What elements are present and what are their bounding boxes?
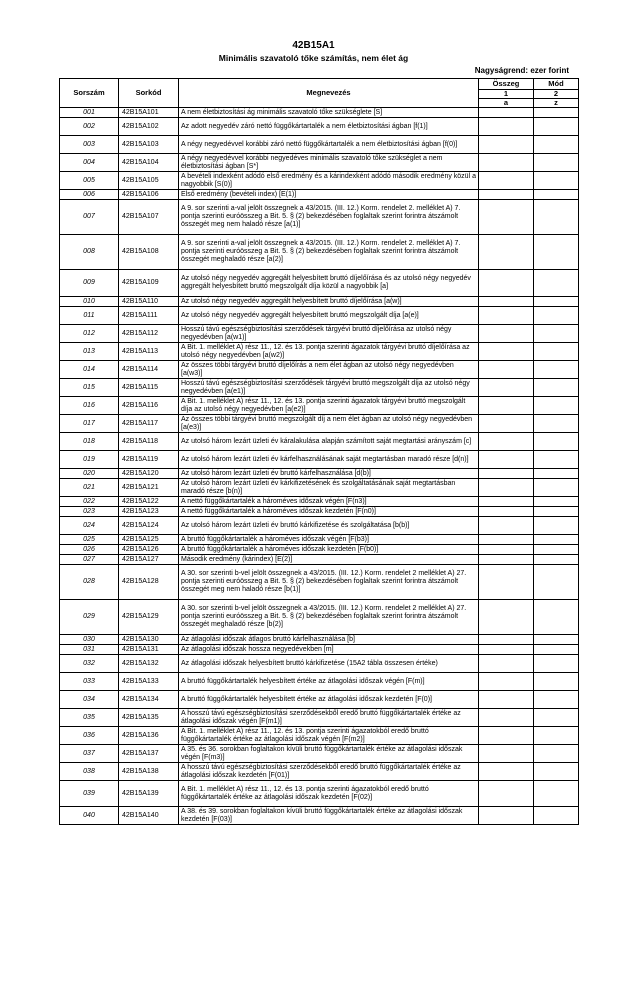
row-code: 42B15A107: [119, 200, 179, 235]
row-code: 42B15A123: [119, 507, 179, 517]
row-number: 004: [60, 154, 119, 172]
mod-cell[interactable]: [534, 655, 579, 673]
row-number: 010: [60, 297, 119, 307]
row-number: 007: [60, 200, 119, 235]
mod-cell[interactable]: [534, 763, 579, 781]
row-number: 027: [60, 555, 119, 565]
osszeg-cell[interactable]: [479, 763, 534, 781]
table-row: [60, 415, 579, 433]
row-code: 42B15A129: [119, 600, 179, 635]
table-row: [60, 555, 579, 565]
table-row: [60, 565, 579, 600]
row-description: A bruttó függőkártartalék a hároméves időszak végén [F(b3)]: [179, 535, 479, 545]
row-number: 009: [60, 270, 119, 297]
row-description: A bruttó függőkártartalék helyesbített értéke az átlagolási időszak végén [F(m)]: [179, 673, 479, 691]
table-row: [60, 645, 579, 655]
row-number: 026: [60, 545, 119, 555]
row-number: 016: [60, 397, 119, 415]
row-description: A bruttó függőkártartalék a hároméves időszak kezdetén [F(b0)]: [179, 545, 479, 555]
mod-cell[interactable]: [534, 645, 579, 655]
table-row: [60, 727, 579, 745]
row-code: 42B15A111: [119, 307, 179, 325]
row-number: 018: [60, 433, 119, 451]
row-number: 028: [60, 565, 119, 600]
osszeg-cell[interactable]: [479, 469, 534, 479]
row-description: Hosszú távú egészségbiztosítási szerződések tárgyévi bruttó megszolgált díja az utolsó négy negyedévben [a(e1)]: [179, 379, 479, 397]
row-number: 001: [60, 108, 119, 118]
row-code: 42B15A109: [119, 270, 179, 297]
table-row: [60, 190, 579, 200]
row-code: 42B15A104: [119, 154, 179, 172]
osszeg-cell[interactable]: [479, 600, 534, 635]
mod-cell[interactable]: [534, 807, 579, 825]
table-row: [60, 118, 579, 136]
row-description: A hosszú távú egészségbiztosítási szerződésekből eredő bruttó függőkártartalék értéke az átlagolási időszak végén [F(m1)]: [179, 709, 479, 727]
osszeg-cell[interactable]: [479, 807, 534, 825]
row-code: 42B15A138: [119, 763, 179, 781]
row-description: A 9. sor szerinti a-val jelölt összegnek a 43/2015. (III. 12.) Korm. rendelet 2. melléklet A) 7. pontja szerinti euróösszeg a Bit. 5. § (2) bekezdésében foglaltak szerint forintra átszámolt összegét meg nem haladó része [a(1)]: [179, 200, 479, 235]
row-code: 42B15A101: [119, 108, 179, 118]
mod-cell[interactable]: [534, 635, 579, 645]
osszeg-cell[interactable]: [479, 297, 534, 307]
osszeg-cell[interactable]: [479, 433, 534, 451]
mod-cell[interactable]: [534, 673, 579, 691]
row-code: 42B15A116: [119, 397, 179, 415]
osszeg-cell[interactable]: [479, 691, 534, 709]
mod-cell[interactable]: [534, 433, 579, 451]
mod-cell[interactable]: [534, 709, 579, 727]
mod-cell[interactable]: [534, 235, 579, 270]
header-mod-letter: z: [534, 99, 579, 108]
mod-cell[interactable]: [534, 451, 579, 469]
osszeg-cell[interactable]: [479, 325, 534, 343]
row-number: 035: [60, 709, 119, 727]
table-row: [60, 745, 579, 763]
row-code: 42B15A128: [119, 565, 179, 600]
osszeg-cell[interactable]: [479, 270, 534, 297]
mod-cell[interactable]: [534, 325, 579, 343]
row-code: 42B15A103: [119, 136, 179, 154]
row-description: A Bit. 1. melléklet A) rész 11., 12. és 13. pontja szerinti ágazatok tárgyévi bruttó megszolgált díja az utolsó négy negyedévben [a(e2)]: [179, 397, 479, 415]
osszeg-cell[interactable]: [479, 343, 534, 361]
row-code: 42B15A108: [119, 235, 179, 270]
mod-cell[interactable]: [534, 745, 579, 763]
data-table: [59, 78, 579, 825]
unit-label: Nagyságrend: ezer forint: [474, 66, 569, 75]
mod-cell[interactable]: [534, 379, 579, 397]
row-number: 030: [60, 635, 119, 645]
table-row: [60, 497, 579, 507]
row-description: A 30. sor szerinti b-vel jelölt összegnek a 43/2015. (III. 12.) Korm. rendelet 2 melléklet A) 27. pontja szerinti euróösszeg a Bit. 5. § (2) bekezdésében foglaltak szerint forintra átszámolt összegét meghaladó része [b(2)]: [179, 600, 479, 635]
osszeg-cell[interactable]: [479, 497, 534, 507]
row-number: 002: [60, 118, 119, 136]
osszeg-cell[interactable]: [479, 645, 534, 655]
row-code: 42B15A125: [119, 535, 179, 545]
row-code: 42B15A105: [119, 172, 179, 190]
table-row: [60, 469, 579, 479]
row-code: 42B15A122: [119, 497, 179, 507]
table-row: [60, 451, 579, 469]
table-row: [60, 655, 579, 673]
osszeg-cell[interactable]: [479, 635, 534, 645]
header-sorkod: Sorkód: [119, 79, 179, 108]
mod-cell[interactable]: [534, 172, 579, 190]
row-number: 022: [60, 497, 119, 507]
header-osszeg-num: 1: [479, 90, 534, 99]
mod-cell[interactable]: [534, 397, 579, 415]
row-number: 020: [60, 469, 119, 479]
mod-cell[interactable]: [534, 555, 579, 565]
table-row: [60, 379, 579, 397]
osszeg-cell[interactable]: [479, 555, 534, 565]
osszeg-cell[interactable]: [479, 190, 534, 200]
row-number: 031: [60, 645, 119, 655]
mod-cell[interactable]: [534, 600, 579, 635]
row-code: 42B15A115: [119, 379, 179, 397]
osszeg-cell[interactable]: [479, 535, 534, 545]
row-description: A nettó függőkártartalék a hároméves időszak végén [F(n3)]: [179, 497, 479, 507]
row-description: A nem életbiztosítási ág minimális szavatoló tőke szükséglete [S]: [179, 108, 479, 118]
row-code: 42B15A136: [119, 727, 179, 745]
row-description: A Bit. 1. melléklet A) rész 11., 12. és 13. pontja szerinti ágazatokból eredő bruttó függőkártartalék értéke az átlagolási időszak végén [F(m2)]: [179, 727, 479, 745]
row-number: 039: [60, 781, 119, 807]
header-megnevezes: Megnevezés: [179, 79, 479, 108]
osszeg-cell[interactable]: [479, 361, 534, 379]
row-number: 024: [60, 517, 119, 535]
mod-cell[interactable]: [534, 507, 579, 517]
osszeg-cell[interactable]: [479, 307, 534, 325]
osszeg-cell[interactable]: [479, 655, 534, 673]
row-description: Az utolsó három lezárt üzleti év kárfelhasználásának saját megtartásban maradó része [d(n)]: [179, 451, 479, 469]
row-description: A 9. sor szerinti a-val jelölt összegnek a 43/2015. (III. 12.) Korm. rendelet 2. melléklet A) 7. pontja szerinti euróösszeg a Bit. 5. § (2) bekezdésében foglaltak szerint forintra átszámolt összegét meghaladó része [a(2)]: [179, 235, 479, 270]
osszeg-cell[interactable]: [479, 235, 534, 270]
row-number: 015: [60, 379, 119, 397]
table-row: [60, 200, 579, 235]
table-row: [60, 673, 579, 691]
mod-cell[interactable]: [534, 297, 579, 307]
row-description: A 38. és 39. sorokban foglaltakon kívüli bruttó függőkártartalék értéke az átlagolási időszak kezdetén [F(03)]: [179, 807, 479, 825]
table-row: [60, 154, 579, 172]
row-code: 42B15A139: [119, 781, 179, 807]
row-number: 017: [60, 415, 119, 433]
osszeg-cell[interactable]: [479, 709, 534, 727]
row-code: 42B15A137: [119, 745, 179, 763]
row-number: 013: [60, 343, 119, 361]
mod-cell[interactable]: [534, 136, 579, 154]
mod-cell[interactable]: [534, 691, 579, 709]
table-row: [60, 545, 579, 555]
row-number: 019: [60, 451, 119, 469]
row-code: 42B15A131: [119, 645, 179, 655]
osszeg-cell[interactable]: [479, 507, 534, 517]
table-row: [60, 307, 579, 325]
mod-cell[interactable]: [534, 361, 579, 379]
row-description: A négy negyedévvel korábbi negyedéves minimális szavatoló tőke szükséglet a nem életbiztosítási ágban [S*]: [179, 154, 479, 172]
table-row: [60, 763, 579, 781]
mod-cell[interactable]: [534, 190, 579, 200]
osszeg-cell[interactable]: [479, 415, 534, 433]
row-description: Az átlagolási időszak helyesbített bruttó kárkifizetése (15A2 tábla összesen értéke): [179, 655, 479, 673]
osszeg-cell[interactable]: [479, 154, 534, 172]
row-number: 037: [60, 745, 119, 763]
table-row: [60, 517, 579, 535]
mod-cell[interactable]: [534, 343, 579, 361]
header-mod-num: 2: [534, 90, 579, 99]
osszeg-cell[interactable]: [479, 108, 534, 118]
row-number: 025: [60, 535, 119, 545]
header-mod: Mód: [534, 79, 579, 90]
row-number: 012: [60, 325, 119, 343]
row-description: Az átlagolási időszak átlagos bruttó kárfelhasználása [b]: [179, 635, 479, 645]
row-code: 42B15A140: [119, 807, 179, 825]
row-code: 42B15A132: [119, 655, 179, 673]
row-code: 42B15A102: [119, 118, 179, 136]
row-number: 023: [60, 507, 119, 517]
row-number: 008: [60, 235, 119, 270]
row-code: 42B15A134: [119, 691, 179, 709]
row-description: A Bit. 1. melléklet A) rész 11., 12. és 13. pontja szerinti ágazatokból eredő bruttó függőkártartalék értéke az átlagolási időszak kezdetén [F(02)]: [179, 781, 479, 807]
table-row: [60, 343, 579, 361]
row-description: A hosszú távú egészségbiztosítási szerződésekből eredő bruttó függőkártartalék értéke az átlagolási időszak kezdetén [F(01)]: [179, 763, 479, 781]
table-row: [60, 172, 579, 190]
row-description: Az utolsó négy negyedév aggregált helyesbített bruttó megszolgált díja [a(e)]: [179, 307, 479, 325]
row-description: A bevételi indexként adódó első eredmény és a kárindexként adódó második eredmény közül a nagyobbik [S(0)]: [179, 172, 479, 190]
header-osszeg: Összeg: [479, 79, 534, 90]
osszeg-cell[interactable]: [479, 545, 534, 555]
table-row: [60, 691, 579, 709]
osszeg-cell[interactable]: [479, 745, 534, 763]
row-code: 42B15A127: [119, 555, 179, 565]
row-number: 029: [60, 600, 119, 635]
form-code: 42B15A1: [292, 40, 335, 51]
row-code: 42B15A118: [119, 433, 179, 451]
header-sorszam: Sorszám: [60, 79, 119, 108]
mod-cell[interactable]: [534, 415, 579, 433]
row-description: Az utolsó három lezárt üzleti év bruttó kárkifizetése és szolgáltatása [b(b)]: [179, 517, 479, 535]
row-description: Az utolsó négy negyedév aggregált helyesbített bruttó díjelőírása [a(w)]: [179, 297, 479, 307]
osszeg-cell[interactable]: [479, 673, 534, 691]
row-code: 42B15A135: [119, 709, 179, 727]
row-description: A bruttó függőkártartalék helyesbített értéke az átlagolási időszak kezdetén [F(0)]: [179, 691, 479, 709]
row-description: Az átlagolási időszak hossza negyedévekben [m]: [179, 645, 479, 655]
header-osszeg-letter: a: [479, 99, 534, 108]
osszeg-cell[interactable]: [479, 565, 534, 600]
row-code: 42B15A126: [119, 545, 179, 555]
osszeg-cell[interactable]: [479, 379, 534, 397]
table-row: [60, 507, 579, 517]
row-number: 040: [60, 807, 119, 825]
osszeg-cell[interactable]: [479, 781, 534, 807]
mod-cell[interactable]: [534, 307, 579, 325]
row-description: Első eredmény (bevételi index) [E(1)]: [179, 190, 479, 200]
row-description: A négy negyedévvel korábbi záró nettó függőkártartalék a nem életbiztosítási ágban [f(0)]: [179, 136, 479, 154]
row-number: 033: [60, 673, 119, 691]
row-code: 42B15A120: [119, 469, 179, 479]
table-row: [60, 709, 579, 727]
row-number: 034: [60, 691, 119, 709]
row-number: 011: [60, 307, 119, 325]
row-description: A 30. sor szerinti b-vel jelölt összegnek a 43/2015. (III. 12.) Korm. rendelet 2 melléklet A) 27. pontja szerinti euróösszeg a Bit. 5. § (2) bekezdésében foglaltak szerint forintra átszámolt összegét meg nem haladó része [b(1)]: [179, 565, 479, 600]
mod-cell[interactable]: [534, 565, 579, 600]
table-row: [60, 600, 579, 635]
mod-cell[interactable]: [534, 200, 579, 235]
mod-cell[interactable]: [534, 469, 579, 479]
row-code: 42B15A119: [119, 451, 179, 469]
row-number: 036: [60, 727, 119, 745]
row-code: 42B15A112: [119, 325, 179, 343]
row-description: Az utolsó négy negyedév aggregált helyesbített bruttó díjelőírása és az utolsó négy negyedév aggregált helyesbített bruttó megszolgált díja közül a nagyobbik [a]: [179, 270, 479, 297]
row-description: Az összes többi tárgyévi bruttó megszolgált díj a nem élet ágban az utolsó négy negyedévben [a(e3)]: [179, 415, 479, 433]
row-code: 42B15A133: [119, 673, 179, 691]
table-row: [60, 361, 579, 379]
row-description: Az utolsó három lezárt üzleti év bruttó kárfelhasználása [d(b)]: [179, 469, 479, 479]
table-row: [60, 781, 579, 807]
row-code: 42B15A117: [119, 415, 179, 433]
table-row: [60, 325, 579, 343]
table-row: [60, 397, 579, 415]
osszeg-cell[interactable]: [479, 479, 534, 497]
table-row: [60, 136, 579, 154]
mod-cell[interactable]: [534, 727, 579, 745]
osszeg-cell[interactable]: [479, 517, 534, 535]
row-description: Az utolsó három lezárt üzleti év kárkifizetésének és szolgáltatásának saját megtartásban maradó része [b(n)]: [179, 479, 479, 497]
table-row: [60, 235, 579, 270]
table-row: [60, 297, 579, 307]
form-title: Minimális szavatoló tőke számítás, nem élet ág: [218, 53, 409, 63]
row-code: 42B15A130: [119, 635, 179, 645]
osszeg-cell[interactable]: [479, 397, 534, 415]
osszeg-cell[interactable]: [479, 118, 534, 136]
row-number: 032: [60, 655, 119, 673]
row-description: A Bit. 1. melléklet A) rész 11., 12. és 13. pontja szerinti ágazatok tárgyévi bruttó díjelőírása az utolsó négy negyedévben [a(w2)]: [179, 343, 479, 361]
table-row: [60, 270, 579, 297]
row-description: Második eredmény (kárindex) [E(2)]: [179, 555, 479, 565]
table-row: [60, 108, 579, 118]
mod-cell[interactable]: [534, 270, 579, 297]
osszeg-cell[interactable]: [479, 727, 534, 745]
mod-cell[interactable]: [534, 517, 579, 535]
table-row: [60, 479, 579, 497]
row-description: Hosszú távú egészségbiztosítási szerződések tárgyévi bruttó díjelőírása az utolsó négy negyedévben [a(w1)]: [179, 325, 479, 343]
table-body: [60, 108, 579, 825]
mod-cell[interactable]: [534, 781, 579, 807]
row-code: 42B15A110: [119, 297, 179, 307]
row-code: 42B15A114: [119, 361, 179, 379]
osszeg-cell[interactable]: [479, 451, 534, 469]
row-number: 005: [60, 172, 119, 190]
mod-cell[interactable]: [534, 497, 579, 507]
mod-cell[interactable]: [534, 479, 579, 497]
mod-cell[interactable]: [534, 118, 579, 136]
row-description: A nettó függőkártartalék a hároméves időszak kezdetén [F(n0)]: [179, 507, 479, 517]
row-description: Az összes többi tárgyévi bruttó díjelőírás a nem élet ágban az utolsó négy negyedévben [a(w3)]: [179, 361, 479, 379]
row-number: 014: [60, 361, 119, 379]
row-number: 003: [60, 136, 119, 154]
mod-cell[interactable]: [534, 154, 579, 172]
mod-cell[interactable]: [534, 545, 579, 555]
row-number: 038: [60, 763, 119, 781]
table-row: [60, 535, 579, 545]
table-row: [60, 807, 579, 825]
osszeg-cell[interactable]: [479, 136, 534, 154]
osszeg-cell[interactable]: [479, 172, 534, 190]
table-row: [60, 433, 579, 451]
row-code: 42B15A124: [119, 517, 179, 535]
mod-cell[interactable]: [534, 108, 579, 118]
row-description: A 35. és 36. sorokban foglaltakon kívüli bruttó függőkártartalék értéke az átlagolási időszak végén [F(m3)]: [179, 745, 479, 763]
mod-cell[interactable]: [534, 535, 579, 545]
row-number: 021: [60, 479, 119, 497]
row-description: Az adott negyedév záró nettó függőkártartalék a nem életbiztosítási ágban [f(1)]: [179, 118, 479, 136]
row-code: 42B15A106: [119, 190, 179, 200]
osszeg-cell[interactable]: [479, 200, 534, 235]
row-code: 42B15A113: [119, 343, 179, 361]
row-code: 42B15A121: [119, 479, 179, 497]
table-row: [60, 635, 579, 645]
row-description: Az utolsó három lezárt üzleti év káralakulása alapján számított saját megtartási arányszám [c]: [179, 433, 479, 451]
row-number: 006: [60, 190, 119, 200]
